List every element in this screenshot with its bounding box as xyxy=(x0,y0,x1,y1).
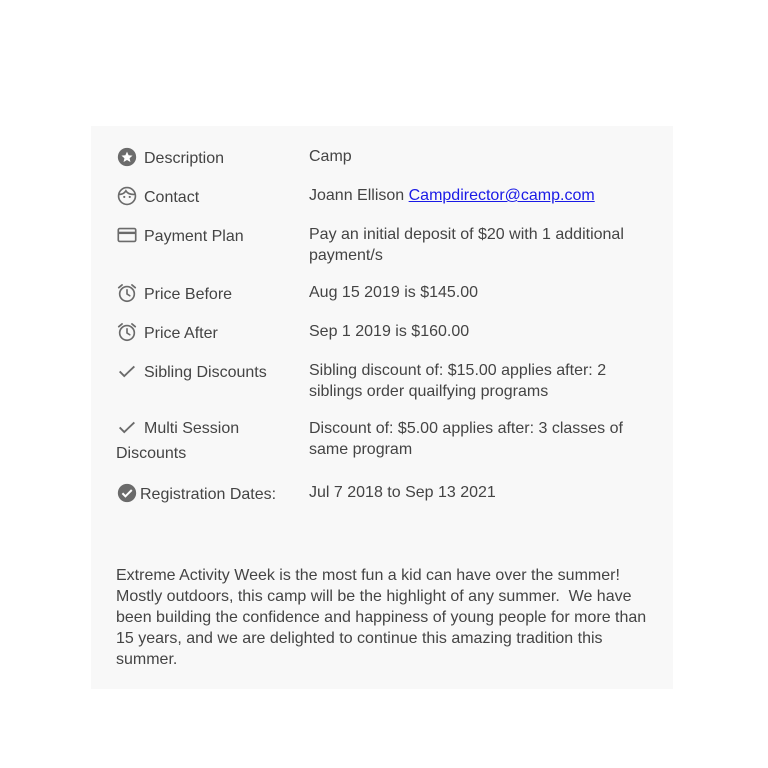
detail-row-price-after xyxy=(116,321,656,344)
detail-row-registration-dates xyxy=(116,482,656,505)
detail-row-price-before xyxy=(116,282,656,305)
detail-value: Camp xyxy=(309,148,352,165)
detail-value xyxy=(309,185,656,206)
detail-label: Description xyxy=(144,150,225,167)
alarm-clock-icon xyxy=(116,321,140,343)
detail-value: Aug 15 2019 is $145.00 xyxy=(309,284,479,301)
detail-row-sibling-discounts xyxy=(116,360,656,402)
program-description-paragraph: Extreme Activity Week is the most fun a kid can have over the summer! Mostly outdoors, this camp will be the highlight of any summer. We have been building the confidence and happiness of young people for more than 15 years, and we are delighted to continue this amazing tradition this summer. xyxy=(116,567,651,668)
credit-card-icon xyxy=(116,224,140,246)
detail-label: Payment Plan xyxy=(144,228,244,245)
detail-row-description xyxy=(116,146,656,169)
detail-label: Sibling Discounts xyxy=(144,364,267,381)
star-circle-icon xyxy=(116,146,140,168)
detail-label: Contact xyxy=(144,189,200,206)
contact-name: Joann Ellison xyxy=(309,187,405,204)
detail-label: Price After xyxy=(144,325,218,342)
checkmark-icon xyxy=(116,416,140,438)
alarm-clock-icon xyxy=(116,282,140,304)
detail-label: Price Before xyxy=(144,286,233,303)
detail-row-payment-plan xyxy=(116,224,656,266)
checkmark-icon xyxy=(116,360,140,382)
detail-value: Jul 7 2018 to Sep 13 2021 xyxy=(309,484,496,501)
detail-value: Sep 1 2019 is $160.00 xyxy=(309,323,470,340)
detail-value: Pay an initial deposit of $20 with 1 additional payment/s xyxy=(309,226,624,264)
detail-label: Multi Session Discounts xyxy=(116,420,240,462)
detail-row-multi-session-discounts xyxy=(116,418,656,466)
face-icon xyxy=(116,185,140,207)
check-circle-icon xyxy=(116,482,140,504)
contact-email-link[interactable]: Campdirector@camp.com xyxy=(408,187,595,204)
detail-row-contact xyxy=(116,185,656,208)
detail-label: Registration Dates: xyxy=(140,486,277,503)
detail-value: Discount of: $5.00 applies after: 3 classes of same program xyxy=(309,420,623,458)
detail-value: Sibling discount of: $15.00 applies after: 2 siblings order quailfying programs xyxy=(309,362,607,400)
program-details-list xyxy=(116,146,656,521)
